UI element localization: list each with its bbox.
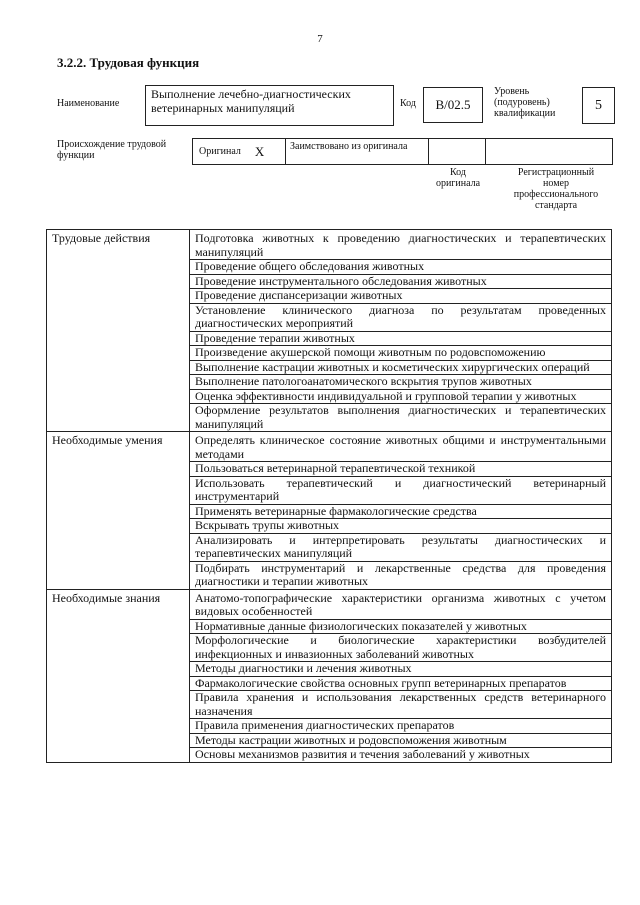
item-cell: Установление клинического диагноза по результатам проведенных диагностических мероприятий <box>190 303 612 331</box>
original-label: Оригинал <box>199 146 241 157</box>
item-cell: Правила хранения и использования лекарственных средств ветеринарного назначения <box>190 691 612 719</box>
item-cell: Вскрывать трупы животных <box>190 519 612 534</box>
level-value-field: 5 <box>582 87 615 124</box>
item-cell: Основы механизмов развития и течения заболеваний у животных <box>190 748 612 763</box>
item-cell: Подбирать инструментарий и лекарственные средства для проведения диагностики и терапии животных <box>190 561 612 589</box>
item-cell: Оформление результатов выполнения диагностических и терапевтических манипуляций <box>190 404 612 432</box>
name-label: Наименование <box>57 98 120 109</box>
item-cell: Определять клиническое состояние животных общими и инструментальными методами <box>190 432 612 462</box>
table-row <box>47 589 612 619</box>
table-row <box>47 432 612 462</box>
item-cell: Анатомо-топографические характеристики организма животных с учетом видовых особенностей <box>190 589 612 619</box>
code-label: Код <box>400 98 416 109</box>
item-cell: Методы диагностики и лечения животных <box>190 662 612 677</box>
category-cell: Необходимые умения <box>47 432 190 590</box>
reg-number-cell <box>486 139 612 164</box>
item-cell: Выполнение кастрации животных и косметических хирургических операций <box>190 360 612 375</box>
original-mark: X <box>254 143 265 159</box>
function-name-field: Выполнение лечебно-диагностических ветеринарных манипуляций <box>145 85 394 126</box>
original-cell <box>193 139 286 164</box>
item-cell: Проведение диспансеризации животных <box>190 289 612 304</box>
item-cell: Произведение акушерской помощи животным по родовспоможению <box>190 346 612 361</box>
level-label: Уровень (подуровень) квалификации <box>494 86 556 119</box>
function-table <box>46 229 612 763</box>
item-cell: Подготовка животных к проведению диагностических и терапевтических манипуляций <box>190 230 612 260</box>
item-cell: Оценка эффективности индивидуальной и групповой терапии у животных <box>190 389 612 404</box>
original-code-cell <box>429 139 486 164</box>
origin-row <box>192 138 613 165</box>
item-cell: Выполнение патологоанатомического вскрытия трупов животных <box>190 375 612 390</box>
page-number: 7 <box>317 33 323 45</box>
category-cell: Трудовые действия <box>47 230 190 432</box>
item-cell: Применять ветеринарные фармакологические средства <box>190 504 612 519</box>
code-value-field: В/02.5 <box>423 87 483 123</box>
item-cell: Пользоваться ветеринарной терапевтической техникой <box>190 462 612 477</box>
item-cell: Проведение инструментального обследования животных <box>190 274 612 289</box>
item-cell: Использовать терапевтический и диагностический ветеринарный инструментарий <box>190 476 612 504</box>
category-cell: Необходимые знания <box>47 589 190 762</box>
item-cell: Морфологические и биологические характеристики возбудителей инфекционных и инвазионных заболеваний животных <box>190 634 612 662</box>
item-cell: Методы кастрации животных и родовспоможения животным <box>190 733 612 748</box>
reg-caption: Регистрационный номер профессионального стандарта <box>513 167 599 211</box>
item-cell: Проведение терапии животных <box>190 331 612 346</box>
item-cell: Анализировать и интерпретировать результаты диагностических и терапевтических манипуляций <box>190 533 612 561</box>
table-row <box>47 230 612 260</box>
item-cell: Правила применения диагностических препаратов <box>190 719 612 734</box>
item-cell: Нормативные данные физиологических показателей у животных <box>190 619 612 634</box>
item-cell: Фармакологические свойства основных групп ветеринарных препаратов <box>190 676 612 691</box>
borrowed-cell: Заимствовано из оригинала <box>286 139 429 164</box>
origin-label: Происхождение трудовой функции <box>57 139 167 161</box>
item-cell: Проведение общего обследования животных <box>190 260 612 275</box>
code-caption: Код оригинала <box>435 167 481 189</box>
section-title: 3.2.2. Трудовая функция <box>57 55 200 70</box>
